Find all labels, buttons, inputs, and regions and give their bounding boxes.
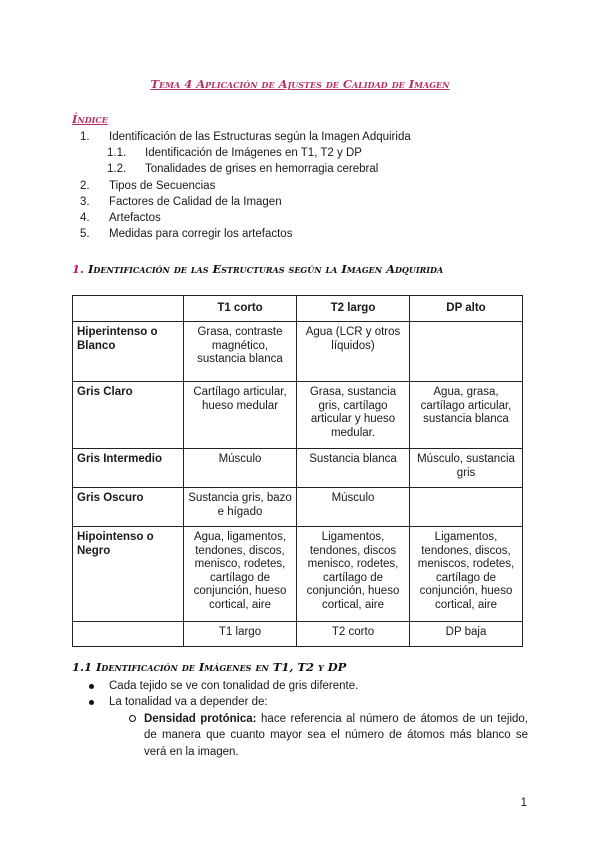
table-row: Gris Intermedio Músculo Sustancia blanca Músculo, sustancia gris [73,449,523,488]
bullet-list [72,678,532,711]
toc-item: 1.2. Tonalidades de grises en hemorragia cerebral [107,163,379,176]
term: Densidad protónica: [144,713,257,725]
list-item: Cada tejido se ve con tonalidad de gris diferente. [72,678,532,694]
index-heading: Índice [72,112,108,126]
table-row: Gris Oscuro Sustancia gris, bazo e hígado Músculo [73,488,523,527]
table-of-contents [72,129,532,242]
intensity-table [72,295,523,647]
header-dp: DP alto [410,296,523,322]
toc-item: 1. Identificación de las Estructuras según la Imagen Adquirida [80,131,411,143]
section-1-heading: 1. Identificación de las Estructuras según la Imagen Adquirida [72,262,444,276]
table-row: Gris Claro Cartílago articular, hueso medular Grasa, sustancia gris, cartílago articular y hueso medular. Agua, grasa, cartílago articular, sustancia blanca [73,382,523,449]
table-row: Hipointenso o Negro Agua, ligamentos, tendones, discos, menisco, rodetes, cartílago de conjunción, hueso cortical, aire Ligamentos, tendones, discos menisco, rodetes, cartílago de conjunción, hueso cortical, aire Ligamentos, tendones, discos, meniscos, rodetes, cartílago de conjunción, hueso cortical, aire [73,527,523,622]
toc-item: 5. Medidas para corregir los artefactos [80,228,293,241]
list-item: La tonalidad va a depender de: [72,694,532,710]
table-footer-row: T1 largo T2 corto DP baja [73,622,523,647]
section-1-1-heading: 1.1 Identificación de Imágenes en T1, T2 y DP [72,660,347,674]
toc-item: 2. Tipos de Secuencias [80,179,216,192]
table-header-row [73,296,523,322]
header-t2: T2 largo [297,296,410,322]
toc-item: 4. Artefactos [80,211,161,224]
table-row: Hiperintenso o Blanco Grasa, contraste magnético, sustancia blanca Agua (LCR y otros líquidos) [73,322,523,382]
page-number: 1 [520,797,527,809]
toc-item: 3. Factores de Calidad de la Imagen [80,195,282,208]
toc-item: 1.1. Identificación de Imágenes en T1, T2 y DP [107,147,362,160]
sub-bullet: Densidad protónica: hace referencia al número de átomos de un tejido, de manera que cuanto mayor sea el número de átomos más blanco se verá en la imagen. [72,711,528,760]
header-t1: T1 corto [184,296,297,322]
document-title: Tema 4 Aplicación de Ajustes de Calidad de Imagen [150,77,450,91]
